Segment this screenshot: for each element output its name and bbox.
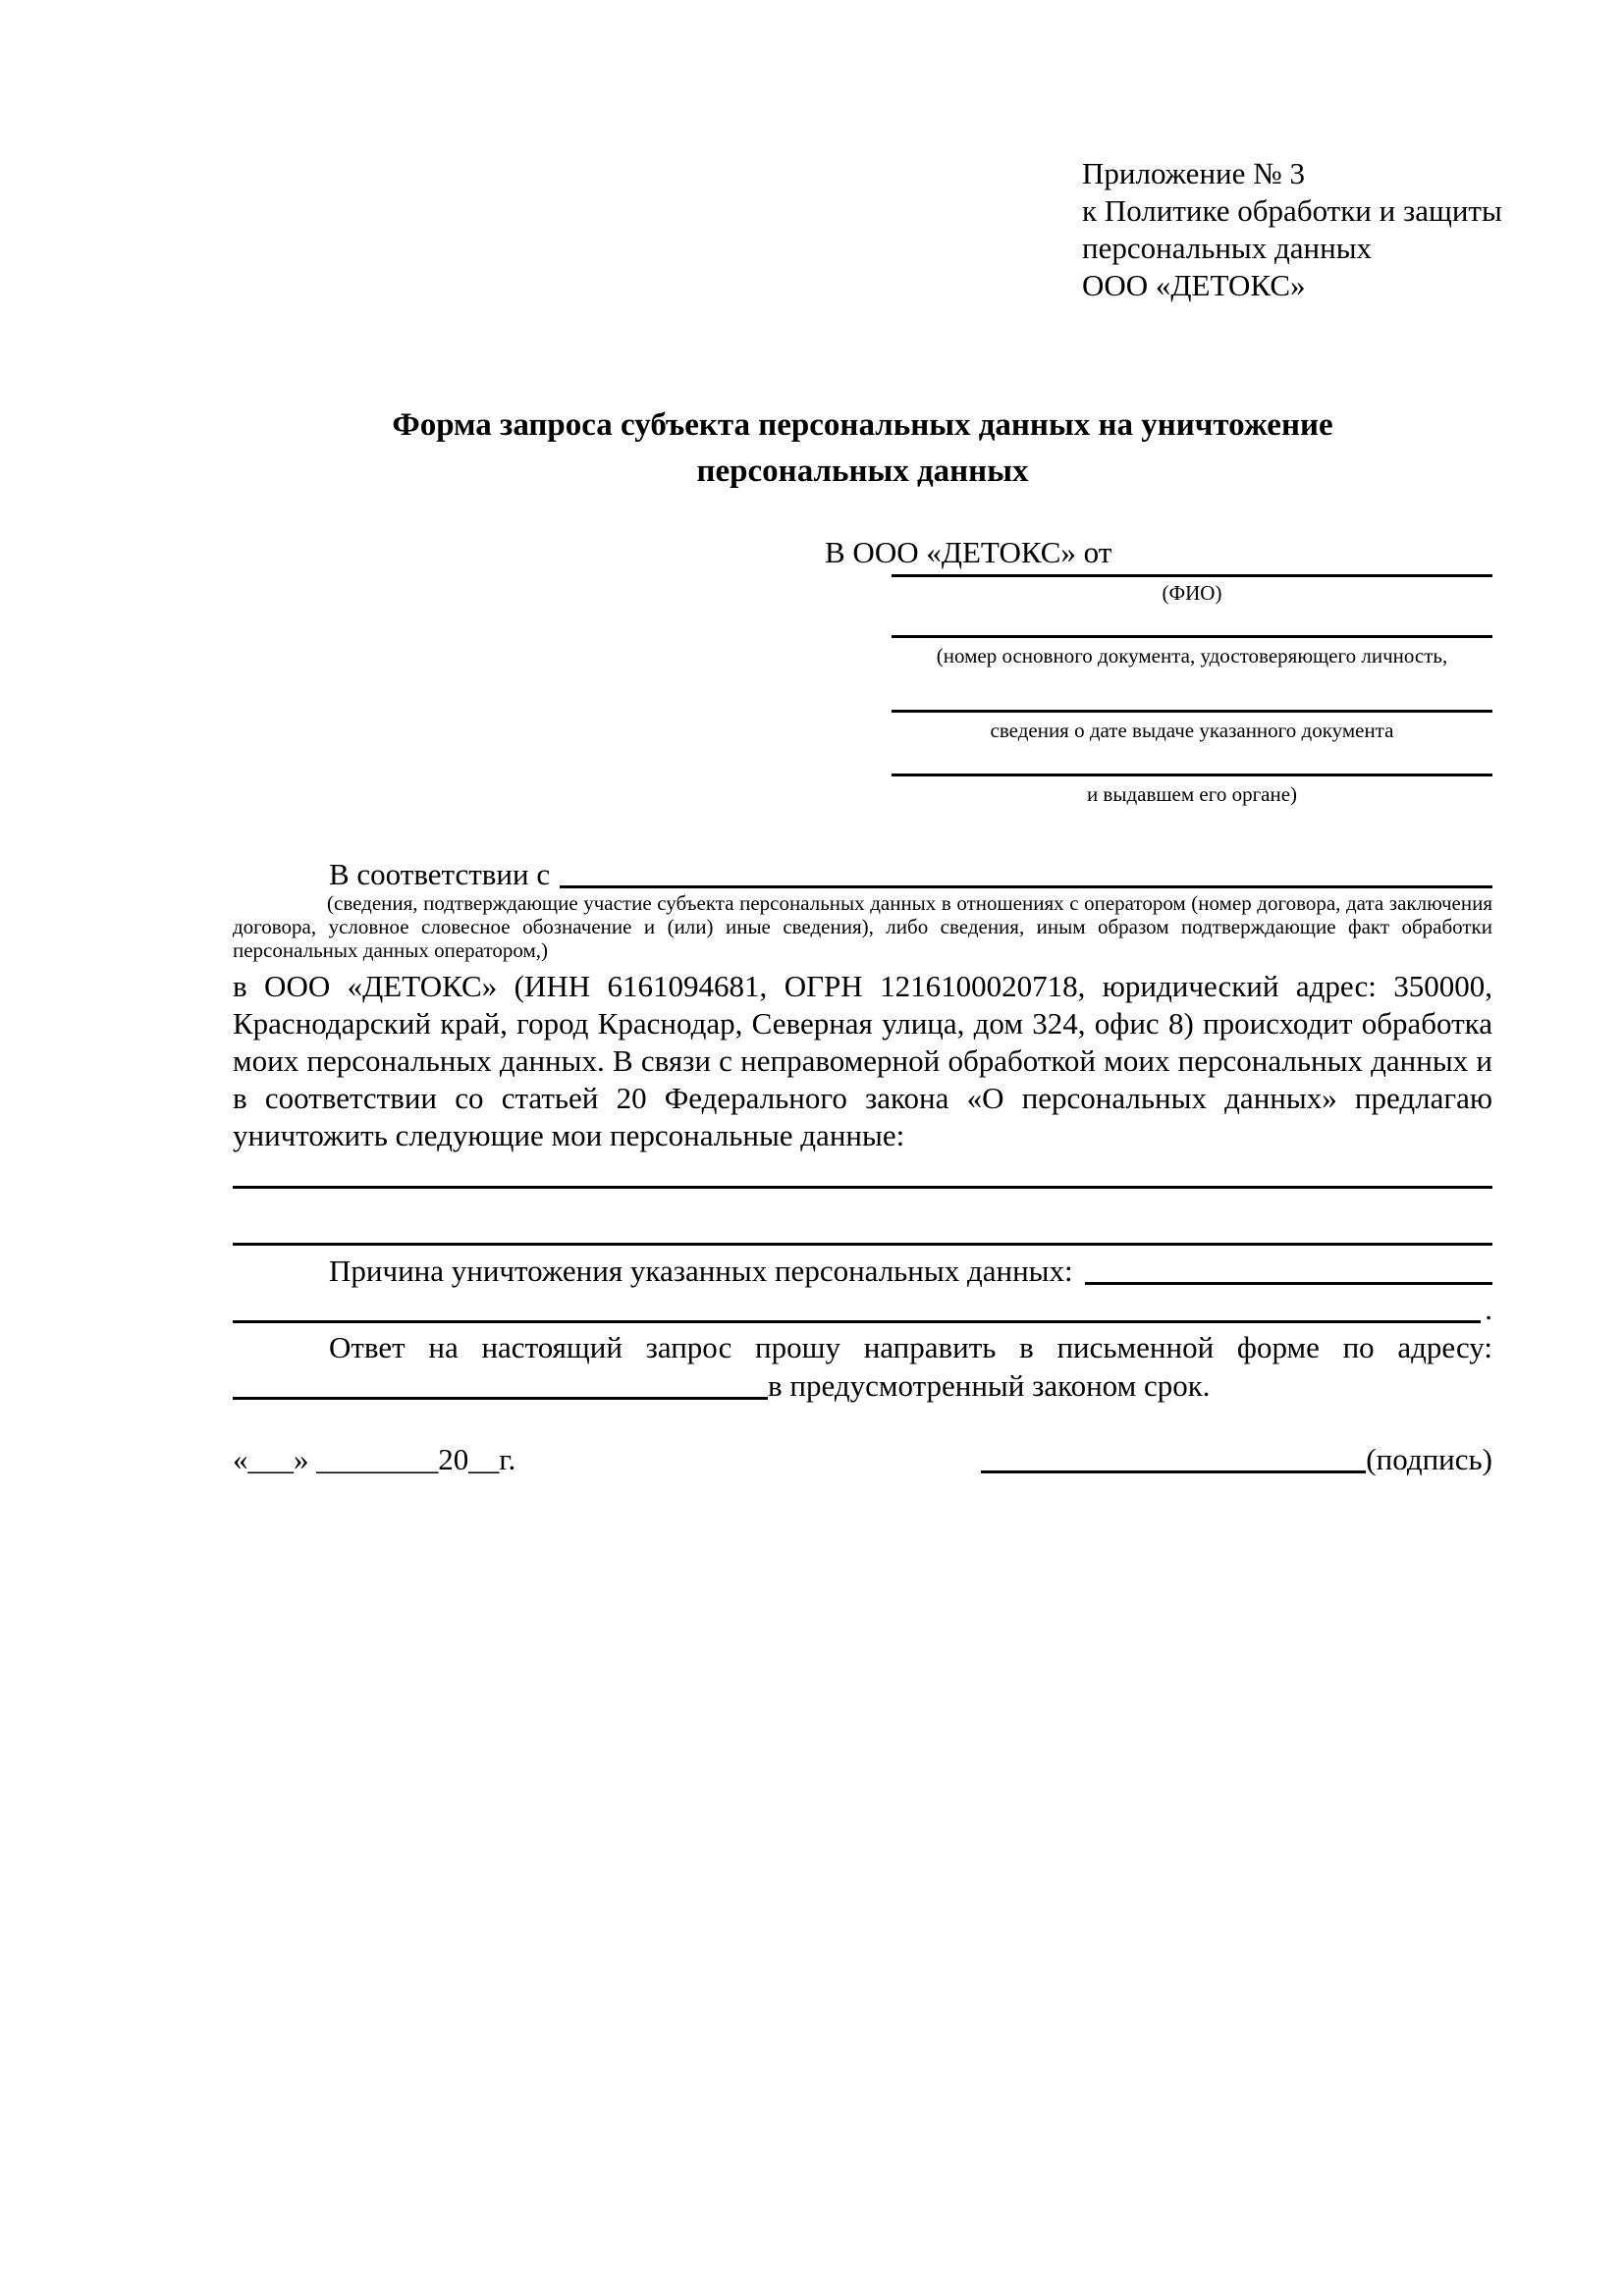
- accordance-note: (сведения, подтверждающие участие субъекта персональных данных в отношениях с оператором (номер договора, дата заключения договора, условное словесное обозначение и (или) иные сведения), либо сведения, иным образом подтверждающие факт обработки персональных данных оператором,): [233, 891, 1492, 962]
- date-blank-line: «___» ________20__г.: [233, 1442, 516, 1476]
- appendix-header-line: к Политике обработки и защиты: [1082, 193, 1502, 228]
- addressee-line: В ООО «ДЕТОКС» от: [825, 535, 1112, 569]
- reason-blank-line: [233, 1291, 1481, 1323]
- reason-row: [233, 1253, 1492, 1290]
- paragraph-indent: [233, 856, 329, 893]
- appendix-header-line: персональных данных: [1082, 231, 1373, 265]
- address-blank-line: [233, 1367, 768, 1400]
- reason-lead: Причина уничтожения указанных персональных данных:: [329, 1254, 1073, 1288]
- page-title-wrap: [233, 402, 1492, 495]
- appendix-header: [1082, 155, 1514, 304]
- accordance-lead: В соответствии с: [329, 857, 551, 891]
- main-paragraph: в ООО «ДЕТОКС» (ИНН 6161094681, ОГРН 1216100020718, юридический адрес: 350000, Краснодарский край, город Краснодар, Северная улица, дом 324, офис 8) происходит обработка моих персональных данных. В связи с неправомерной обработкой моих персональных данных и в соответствии со статьей 20 Федерального закона «О персональных данных» предлагаю уничтожить следующие мои персональные данные:: [233, 969, 1492, 1152]
- answer-address-row: [233, 1367, 1492, 1405]
- issuing-authority-blank-line: [892, 774, 1492, 776]
- appendix-header-line: Приложение № 3: [1082, 156, 1305, 190]
- document-number-caption: (номер основного документа, удостоверяющего личность,: [936, 644, 1448, 667]
- paragraph-indent: [233, 1253, 329, 1290]
- reason-blank-line: [1085, 1253, 1492, 1285]
- page-title: Форма запроса субъекта персональных данных на уничтожение персональных данных: [392, 407, 1333, 489]
- personal-data-blank-line: [233, 1186, 1492, 1189]
- issue-date-blank-line: [892, 710, 1492, 713]
- issue-date-caption: сведения о дате выдаче указанного документа: [990, 719, 1394, 742]
- fio-blank-line: [892, 574, 1492, 577]
- accordance-blank-line: [560, 856, 1492, 888]
- issuing-authority-caption: и выдавшем его органе): [1086, 782, 1298, 806]
- document-number-blank-line: [892, 635, 1492, 638]
- answer-tail: в предусмотренный законом срок.: [768, 1368, 1211, 1403]
- reason-continuation-row: [233, 1291, 1492, 1328]
- date-signature-row: [233, 1441, 1492, 1478]
- answer-paragraph: Ответ на настоящий запрос прошу направить в письменной форме по адресу:: [329, 1330, 1492, 1364]
- sentence-period: .: [1485, 1292, 1492, 1326]
- personal-data-blank-line: [233, 1243, 1492, 1246]
- appendix-header-line: ООО «ДЕТОКС»: [1082, 268, 1306, 302]
- signature-caption: (подпись): [1366, 1442, 1492, 1476]
- accordance-row: [233, 856, 1492, 893]
- fio-caption: (ФИО): [1162, 581, 1222, 605]
- signature-blank-line: [981, 1441, 1366, 1473]
